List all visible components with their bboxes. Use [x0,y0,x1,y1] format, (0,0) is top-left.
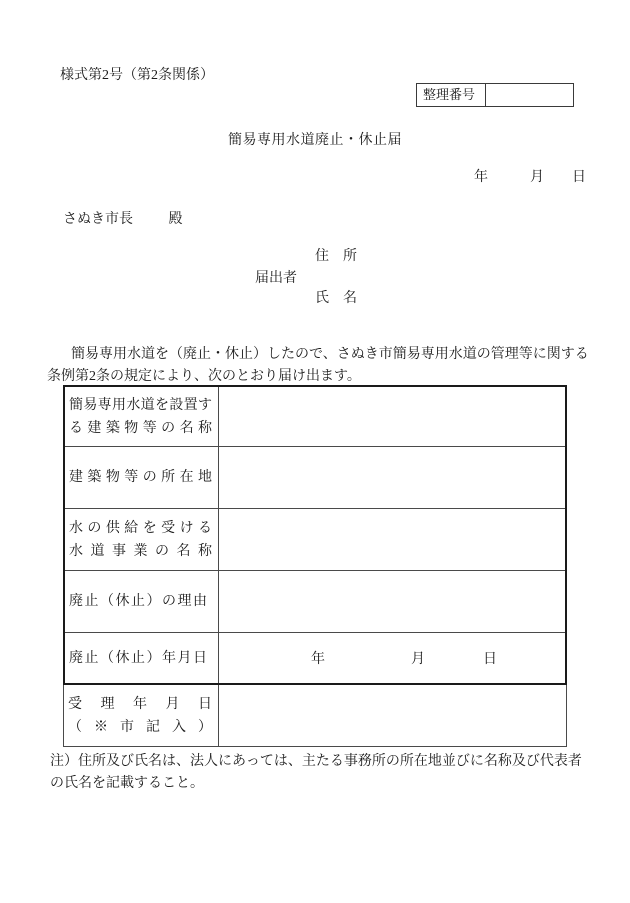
abolition-date-label [65,633,219,683]
serial-number-label: 整理番号 [417,84,486,106]
table-row-abolition-date [65,633,565,683]
declarant-address-label: 住 所 [315,249,357,264]
table-row-water-supplier [65,509,565,571]
addressee-line [63,208,183,228]
table-row-building-location [65,447,565,509]
addressee-honorific: 殿 [168,212,183,227]
building-location-value-cell [219,447,565,508]
day-label: 日 [483,652,497,667]
body-paragraph [47,344,589,388]
day-label: 日 [572,170,586,185]
label-line: 受 理 年 月 日 [68,696,212,712]
main-form-table [63,385,567,685]
submission-date-line [474,166,586,186]
abolition-reason-label [65,571,219,632]
addressee-name: さぬき市長 [63,212,133,227]
month-label: 月 [530,170,544,185]
label-line: （ ※ 市 記 入 ） [68,719,212,735]
label-line: 廃止（休止）年月日 [69,650,209,666]
label-line: る 建 築 物 等 の 名 称 [69,420,212,436]
year-label: 年 [311,652,325,667]
label-line: 簡易専用水道を設置す [69,397,212,413]
label-line: 建 築 物 等 の 所 在 地 [69,470,212,485]
declarant-name-label: 氏 名 [315,291,357,306]
table-row-acceptance-date [63,685,567,747]
declarant-role-label: 届出者 [255,271,297,286]
year-label: 年 [474,170,488,185]
water-supplier-label [65,509,219,570]
body-line: 簡易専用水道を（廃止・休止）したので、さぬき市簡易専用水道の管理等に関する [71,347,589,362]
serial-number-value-cell [486,84,573,106]
label-line: 廃止（休止）の理由 [69,594,209,609]
table-row-abolition-reason [65,571,565,633]
page-title: 簡易専用水道廃止・休止届 [228,133,402,148]
footnote-line: の氏名を記載すること。 [50,776,204,791]
serial-number-box [416,83,574,107]
table-row-facility-name [65,387,565,447]
body-line: 条例第2条の規定により、次のとおり届け出ます。 [47,369,361,384]
footnote-line: 注）住所及び氏名は、法人にあっては、主たる事務所の所在地並びに名称及び代表者 [50,754,582,769]
facility-name-label [65,387,219,446]
month-label: 月 [411,652,425,667]
abolition-date-value-cell [219,633,565,683]
acceptance-date-label [64,685,219,746]
acceptance-date-value-cell [219,685,566,746]
form-number: 様式第2号（第2条関係） [60,68,214,83]
label-line: 水 道 事 業 の 名 称 [69,543,212,559]
facility-name-value-cell [219,387,565,446]
abolition-reason-value-cell [219,571,565,632]
water-supplier-value-cell [219,509,565,570]
label-line: 水 の 供 給 を 受 け る [69,520,212,536]
footnote [50,751,582,795]
building-location-label [65,447,219,508]
